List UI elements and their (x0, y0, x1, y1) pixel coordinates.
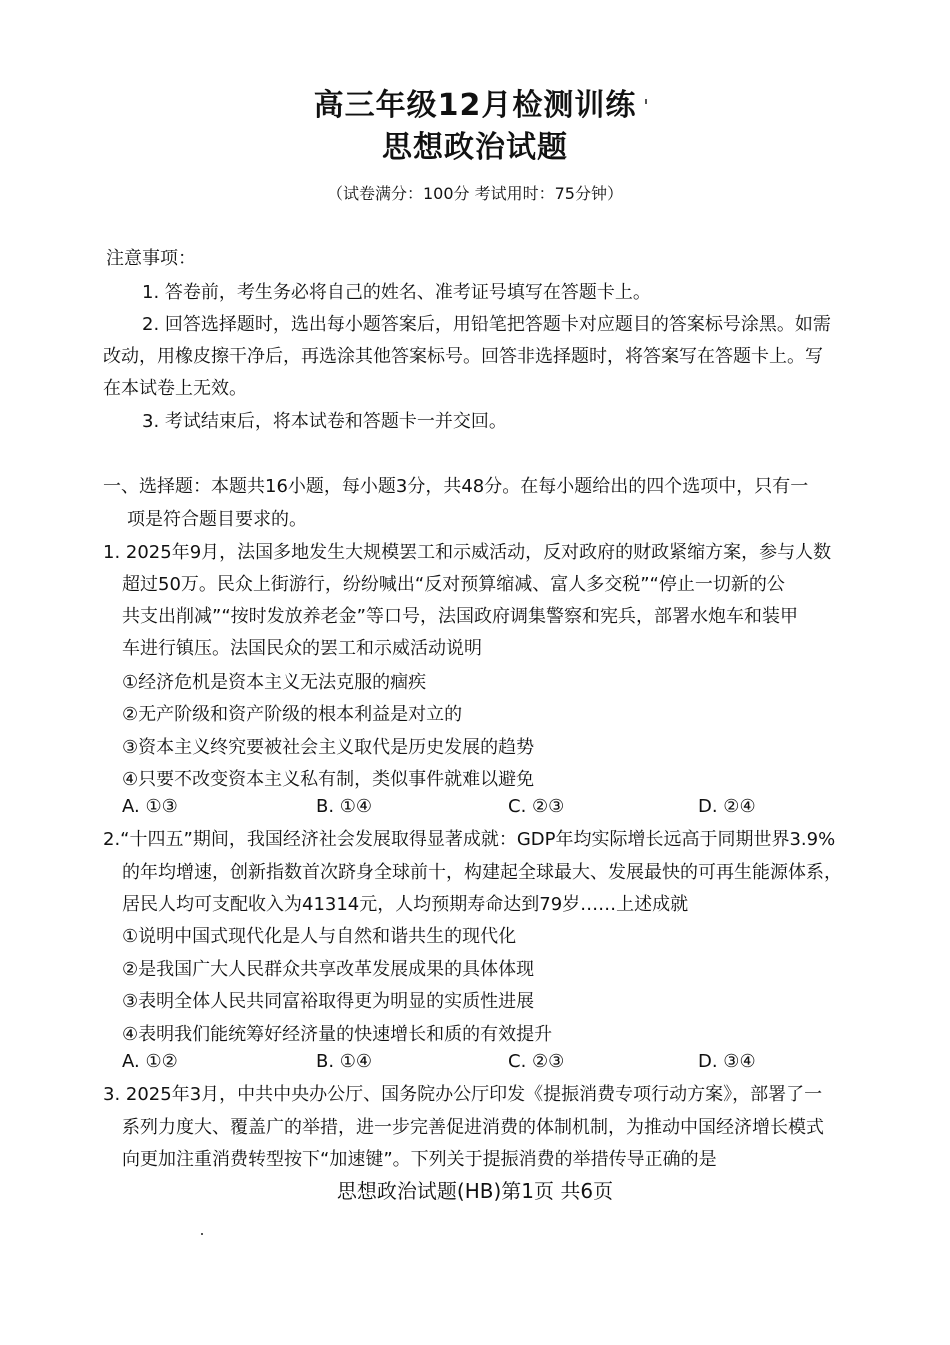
question-3-text: 向更加注重消费转型按下“加速键”。下列关于提振消费的举措传导正确的是 (122, 1149, 717, 1170)
notice-line: 2. 回答选择题时，选出每小题答案后，用铅笔把答题卡对应题目的答案标号涂黑。如需 (142, 314, 831, 335)
notice-line: 在本试卷上无效。 (103, 378, 247, 399)
question-2-option-b: B. ①④ (316, 1051, 373, 1072)
notice-line: 改动，用橡皮擦干净后，再选涂其他答案标号。回答非选择题时，将答案写在答题卡上。写 (103, 346, 823, 367)
question-1-text: 车进行镇压。法国民众的罢工和示威活动说明 (122, 638, 482, 659)
subject-title: 思想政治试题 (382, 130, 568, 165)
question-1-option-d: D. ②④ (698, 796, 756, 817)
stray-mark (645, 99, 647, 104)
question-1-statement: ③资本主义终究要被社会主义取代是历史发展的趋势 (122, 737, 535, 758)
exam-info: （试卷满分：100分 考试用时：75分钟） (327, 184, 623, 203)
question-2-statement: ②是我国广大人民群众共享改革发展成果的具体体现 (122, 959, 535, 980)
section-heading: 一、选择题：本题共16小题，每小题3分，共48分。在每小题给出的四个选项中，只有一 (103, 476, 809, 497)
question-1-text: 超过50万。民众上街游行，纷纷喊出“反对预算缩减、富人多交税”“停止一切新的公 (122, 574, 785, 595)
exam-title: 高三年级12月检测训练 (313, 88, 637, 123)
question-2-option-c: C. ②③ (508, 1051, 565, 1072)
question-1-text: 共支出削减”“按时发放养老金”等口号，法国政府调集警察和宪兵，部署水炮车和装甲 (122, 606, 798, 627)
question-2-option-d: D. ③④ (698, 1051, 756, 1072)
notice-line: 1. 答卷前，考生务必将自己的姓名、准考证号填写在答题卡上。 (142, 282, 651, 303)
question-1-statement: ②无产阶级和资产阶级的根本利益是对立的 (122, 704, 463, 725)
notice-heading: 注意事项： (106, 248, 196, 269)
page-footer: 思想政治试题(HB)第1页 共6页 (336, 1179, 614, 1203)
question-3-text: 系列力度大、覆盖广的举措，进一步完善促进消费的体制机制，为推动中国经济增长模式 (122, 1117, 824, 1138)
question-2-text: 居民人均可支配收入为41314元，人均预期寿命达到79岁……上述成就 (122, 894, 689, 915)
stray-dot (201, 1233, 203, 1235)
question-1-statement: ①经济危机是资本主义无法克服的痼疾 (122, 672, 427, 693)
question-2-statement: ①说明中国式现代化是人与自然和谐共生的现代化 (122, 926, 517, 947)
question-1-option-a: A. ①③ (122, 796, 178, 817)
question-1-statement: ④只要不改变资本主义私有制，类似事件就难以避免 (122, 769, 535, 790)
question-2-text: 的年均增速，创新指数首次跻身全球前十，构建起全球最大、发展最快的可再生能源体系， (122, 862, 842, 883)
question-1-option-c: C. ②③ (508, 796, 565, 817)
question-1-text: 1. 2025年9月，法国多地发生大规模罢工和示威活动，反对政府的财政紧缩方案，参与人数 (103, 542, 832, 563)
question-2-statement: ④表明我们能统筹好经济量的快速增长和质的有效提升 (122, 1024, 553, 1045)
section-heading-cont: 项是符合题目要求的。 (127, 509, 307, 530)
question-2-text: 2.“十四五”期间，我国经济社会发展取得显著成就：GDP年均实际增长远高于同期世界3.9% (103, 829, 836, 850)
question-1-option-b: B. ①④ (316, 796, 373, 817)
question-2-option-a: A. ①② (122, 1051, 178, 1072)
notice-line: 3. 考试结束后，将本试卷和答题卡一并交回。 (142, 411, 507, 432)
question-2-statement: ③表明全体人民共同富裕取得更为明显的实质性进展 (122, 991, 535, 1012)
question-3-text: 3. 2025年3月，中共中央办公厅、国务院办公厅印发《提振消费专项行动方案》，部署了一 (103, 1084, 823, 1105)
